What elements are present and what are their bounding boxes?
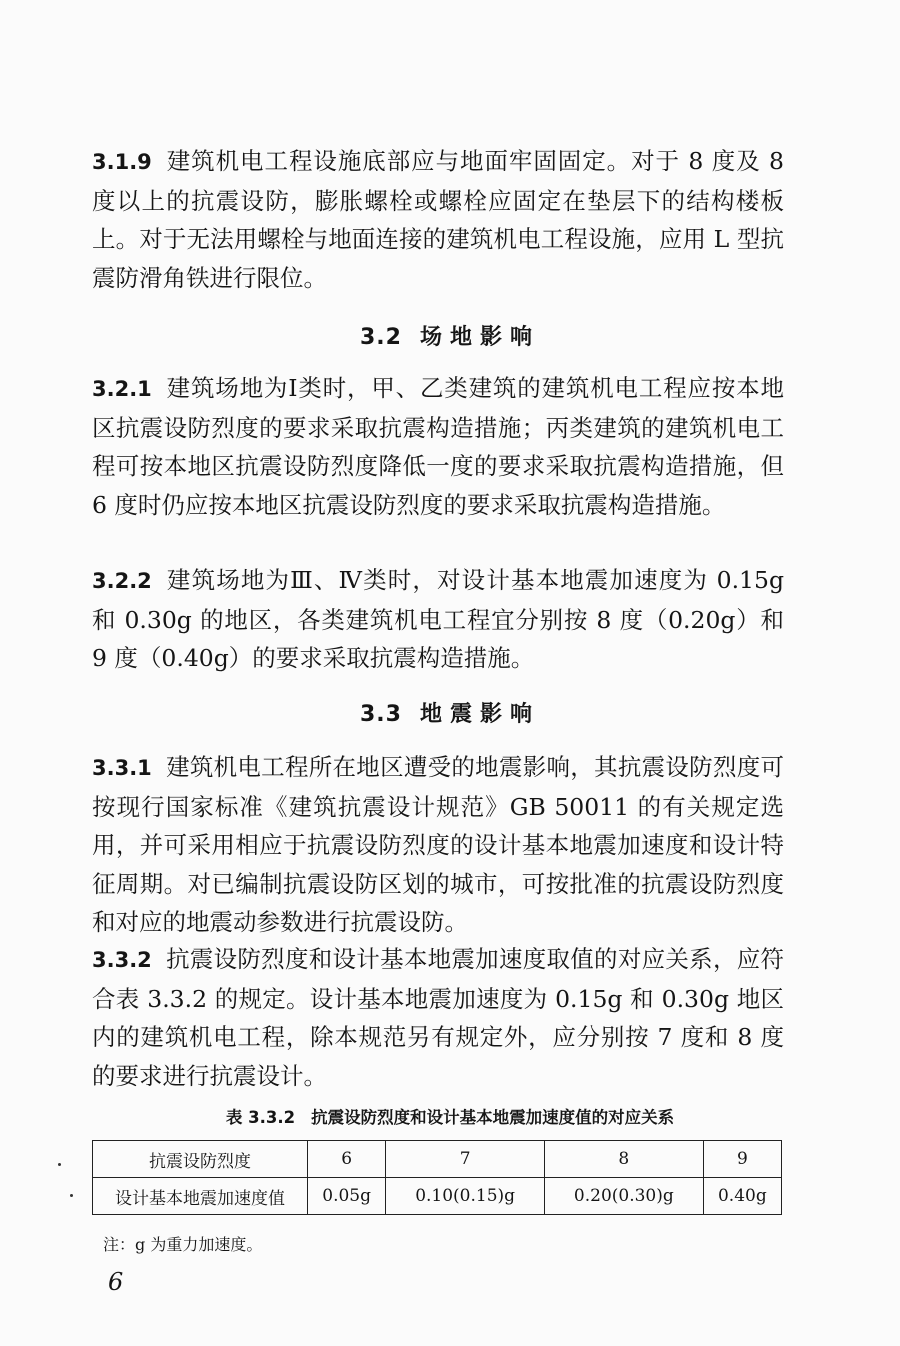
page-number: 6 [108,1268,124,1296]
table-cell: 0.40g [703,1178,781,1215]
section-number: 3.2 [360,325,402,350]
table-cell: 8 [544,1141,703,1178]
table-caption [0,1104,900,1128]
clause-number: 3.2.2 [92,569,152,593]
clause-text: 建筑机电工程所在地区遭受的地震影响，其抗震设防烈度可按现行国家标准《建筑抗震设计规范》GB 50011 的有关规定选用，并可采用相应于抗震设防烈度的设计基本地震加速度和设计特征周期。对已编制抗震设防区划的城市，可按批准的抗震设防烈度和对应的地震动参数进行抗震设防。 [92,753,784,936]
table-caption-title: 抗震设防烈度和设计基本地震加速度值的对应关系 [311,1108,675,1127]
clause-text: 建筑场地为Ⅲ、Ⅳ类时，对设计基本地震加速度为 0.15g 和 0.30g 的地区，各类建筑机电工程宜分别按 8 度（0.20g）和 9 度（0.40g）的要求采取抗震构造措施。 [92,566,784,672]
table-row [93,1141,782,1178]
table-note: 注：g 为重力加速度。 [103,1235,263,1254]
clause-number: 3.3.2 [92,948,152,972]
clause-number: 3.3.1 [92,756,152,780]
section-number: 3.3 [360,702,402,727]
intensity-acceleration-table [92,1140,782,1215]
clause-text: 建筑场地为Ⅰ类时，甲、乙类建筑的建筑机电工程应按本地区抗震设防烈度的要求采取抗震构造措施；丙类建筑的建筑机电工程可按本地区抗震设防烈度降低一度的要求采取抗震构造措施，但 6 度时仍应按本地区抗震设防烈度的要求采取抗震构造措施。 [92,374,784,519]
row-header-acceleration: 设计基本地震加速度值 [93,1178,308,1215]
table-cell: 0.10(0.15)g [386,1178,545,1215]
scan-speck [70,1194,73,1197]
section-title: 地震影响 [419,702,540,727]
clause-text: 抗震设防烈度和设计基本地震加速度取值的对应关系，应符合表 3.3.2 的规定。设计基本地震加速度为 0.15g 和 0.30g 地区内的建筑机电工程，除本规范另有规定外，应分别按 7 度和 8 度的要求进行抗震设计。 [92,945,784,1090]
clause-3-2-1 [92,369,784,524]
table-cell: 0.20(0.30)g [544,1178,703,1215]
section-heading-3-3 [0,697,900,728]
table-caption-number: 表 3.3.2 [225,1108,296,1127]
scan-speck [58,1163,61,1166]
clause-text: 建筑机电工程设施底部应与地面牢固固定。对于 8 度及 8 度以上的抗震设防，膨胀螺栓或螺栓应固定在垫层下的结构楼板上。对于无法用螺栓与地面连接的建筑机电工程设施，应用 L 型抗震防滑角铁进行限位。 [92,147,784,292]
clause-number: 3.2.1 [92,377,152,401]
clause-3-3-2 [92,940,784,1095]
clause-3-3-1 [92,748,784,942]
table-cell: 7 [386,1141,545,1178]
section-title: 场地影响 [419,325,540,350]
table-cell: 6 [308,1141,386,1178]
clause-number: 3.1.9 [92,150,152,174]
row-header-intensity: 抗震设防烈度 [93,1141,308,1178]
section-heading-3-2 [0,320,900,351]
clause-3-2-2 [92,561,784,678]
table-cell: 9 [703,1141,781,1178]
table-cell: 0.05g [308,1178,386,1215]
table-row [93,1178,782,1215]
clause-3-1-9 [92,142,784,297]
